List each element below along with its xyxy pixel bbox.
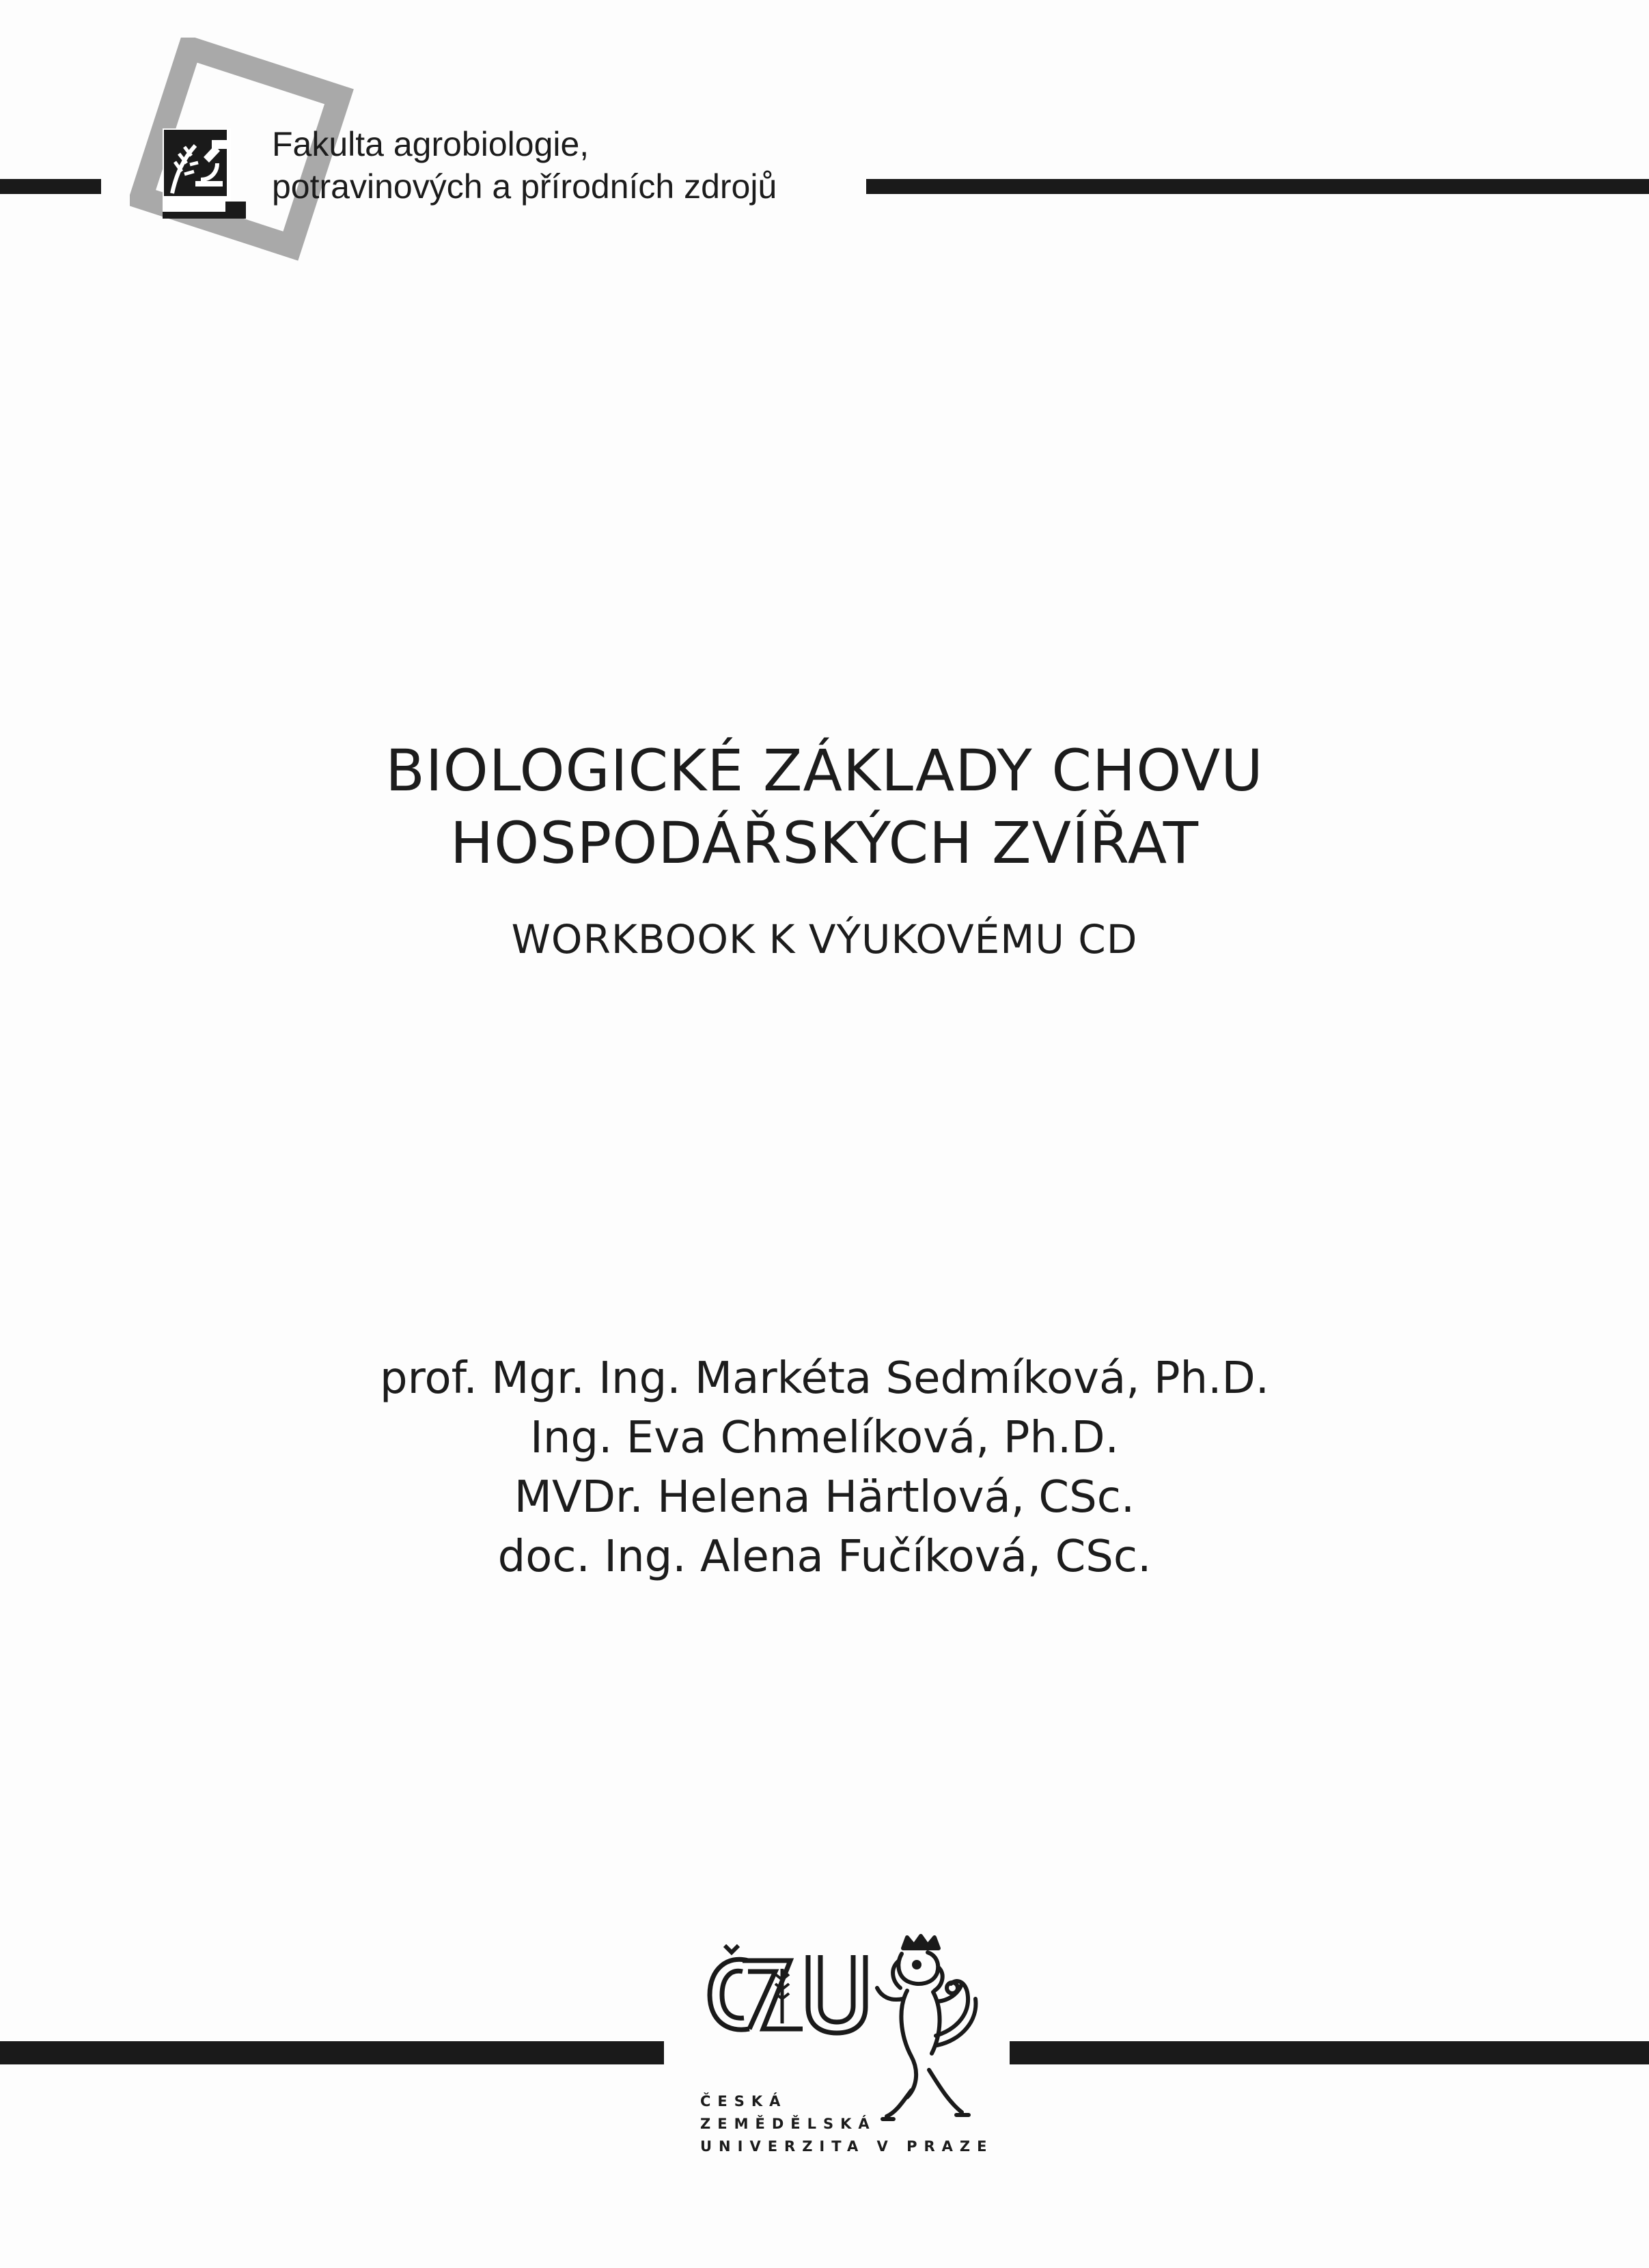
faculty-name-line1: Fakulta agrobiologie, [272, 125, 590, 163]
author-3: MVDr. Helena Härtlová, CSc. [514, 1472, 1135, 1523]
university-name-line2: ZEMĚDĚLSKÁ [700, 2116, 876, 2132]
title-block [0, 734, 1649, 964]
header-rule-right [866, 179, 1649, 194]
czu-logo-icon [700, 1941, 878, 2038]
author-list [0, 1349, 1649, 1587]
author-2: Ing. Eva Chmelíková, Ph.D. [530, 1413, 1119, 1463]
title-line2: HOSPODÁŘSKÝCH ZVÍŘAT [449, 810, 1200, 876]
university-name [700, 2090, 993, 2158]
footer-rule-right [1010, 2041, 1649, 2064]
author-1: prof. Mgr. Ing. Markéta Sedmíková, Ph.D. [379, 1353, 1270, 1404]
university-name-line1: ČESKÁ [700, 2093, 788, 2110]
title-line1: BIOLOGICKÉ ZÁKLADY CHOVU [385, 737, 1264, 804]
faculty-name-line2: potravinových a přírodních zdrojů [272, 167, 777, 206]
footer-rule-left [0, 2041, 664, 2064]
university-name-line3: UNIVERZITA V PRAZE [700, 2138, 994, 2155]
author-4: doc. Ing. Alena Fučíková, CSc. [497, 1532, 1152, 1582]
subtitle: WORKBOOK K VÝUKOVÉMU CD [511, 916, 1138, 963]
header-rule-left [0, 179, 101, 194]
faculty-name [272, 123, 777, 208]
